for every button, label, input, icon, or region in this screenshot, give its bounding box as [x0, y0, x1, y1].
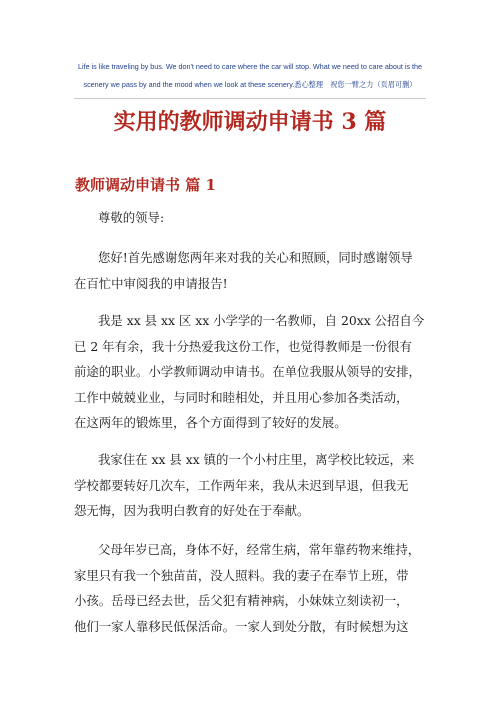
paragraph-line: 小孩。岳母已经去世，岳父犯有精神病，小妹妹立刻读初一， [74, 593, 409, 608]
paragraph-line: 前途的职业。小学教师调动申请书。在单位我服从领导的安排， [74, 364, 421, 379]
paragraph-line: 我是 xx 县 xx 区 xx 小学学的一名教师，自 20xx 公招自今 [98, 313, 425, 328]
paragraph-line: 家里只有我一个独苗苗，没人照料。我的妻子在奉节上班，带 [74, 567, 409, 583]
page-header-quote [0, 58, 500, 94]
header-quote-line-2: scenery we pass by and the mood when we look at these scenery.悉心整理 祝您一臂之力（页眉可删） [83, 80, 417, 89]
section-heading: 教师调动申请书 篇 1 [75, 176, 216, 194]
paragraph-self-introduction [74, 308, 428, 436]
paragraph-line: 您好!首先感谢您两年来对我的关心和照顾，同时感谢领导 [98, 250, 413, 265]
paragraph-line: 在百忙中审阅我的申请报告! [74, 275, 228, 291]
paragraph-line: 父母年岁已高，身体不好，经常生病，常年靠药物来维持， [98, 542, 421, 557]
paragraph-greeting [74, 245, 428, 296]
paragraph-line: 学校都要转好几次车，工作两年来，我从未迟到早退，但我无 [74, 477, 409, 493]
paragraph-line: 在这两年的锻炼里，各个方面得到了较好的发展。 [74, 415, 347, 430]
paragraph-salutation [74, 205, 428, 231]
paragraph-line: 我家住在 xx 县 xx 镇的一个小村庄里，离学校比较远，来 [98, 452, 415, 467]
paragraph-line: 怨无悔，因为我明白教育的好处在于奉献。 [74, 503, 310, 518]
header-divider [74, 98, 426, 99]
paragraph-line: 尊敬的领导: [98, 210, 165, 225]
paragraph-line: 他们一家人靠移民低保活命。一家人到处分散，有时候想为这 [74, 618, 409, 634]
document-title: 实用的教师调动申请书 3 篇 [113, 109, 387, 135]
header-quote-line-1: Life is like traveling by bus. We don't need to care where the car will stop. What we need to care about is the [77, 62, 423, 71]
paragraph-line: 工作中兢兢业业，与同时和睦相处，并且用心参加各类活动， [74, 389, 409, 405]
paragraph-line: 已 2 年有余，我十分热爱我这份工作，也觉得教师是一份很有 [74, 338, 412, 354]
paragraph-family-situation [74, 537, 428, 639]
paragraph-home-location [74, 447, 428, 524]
